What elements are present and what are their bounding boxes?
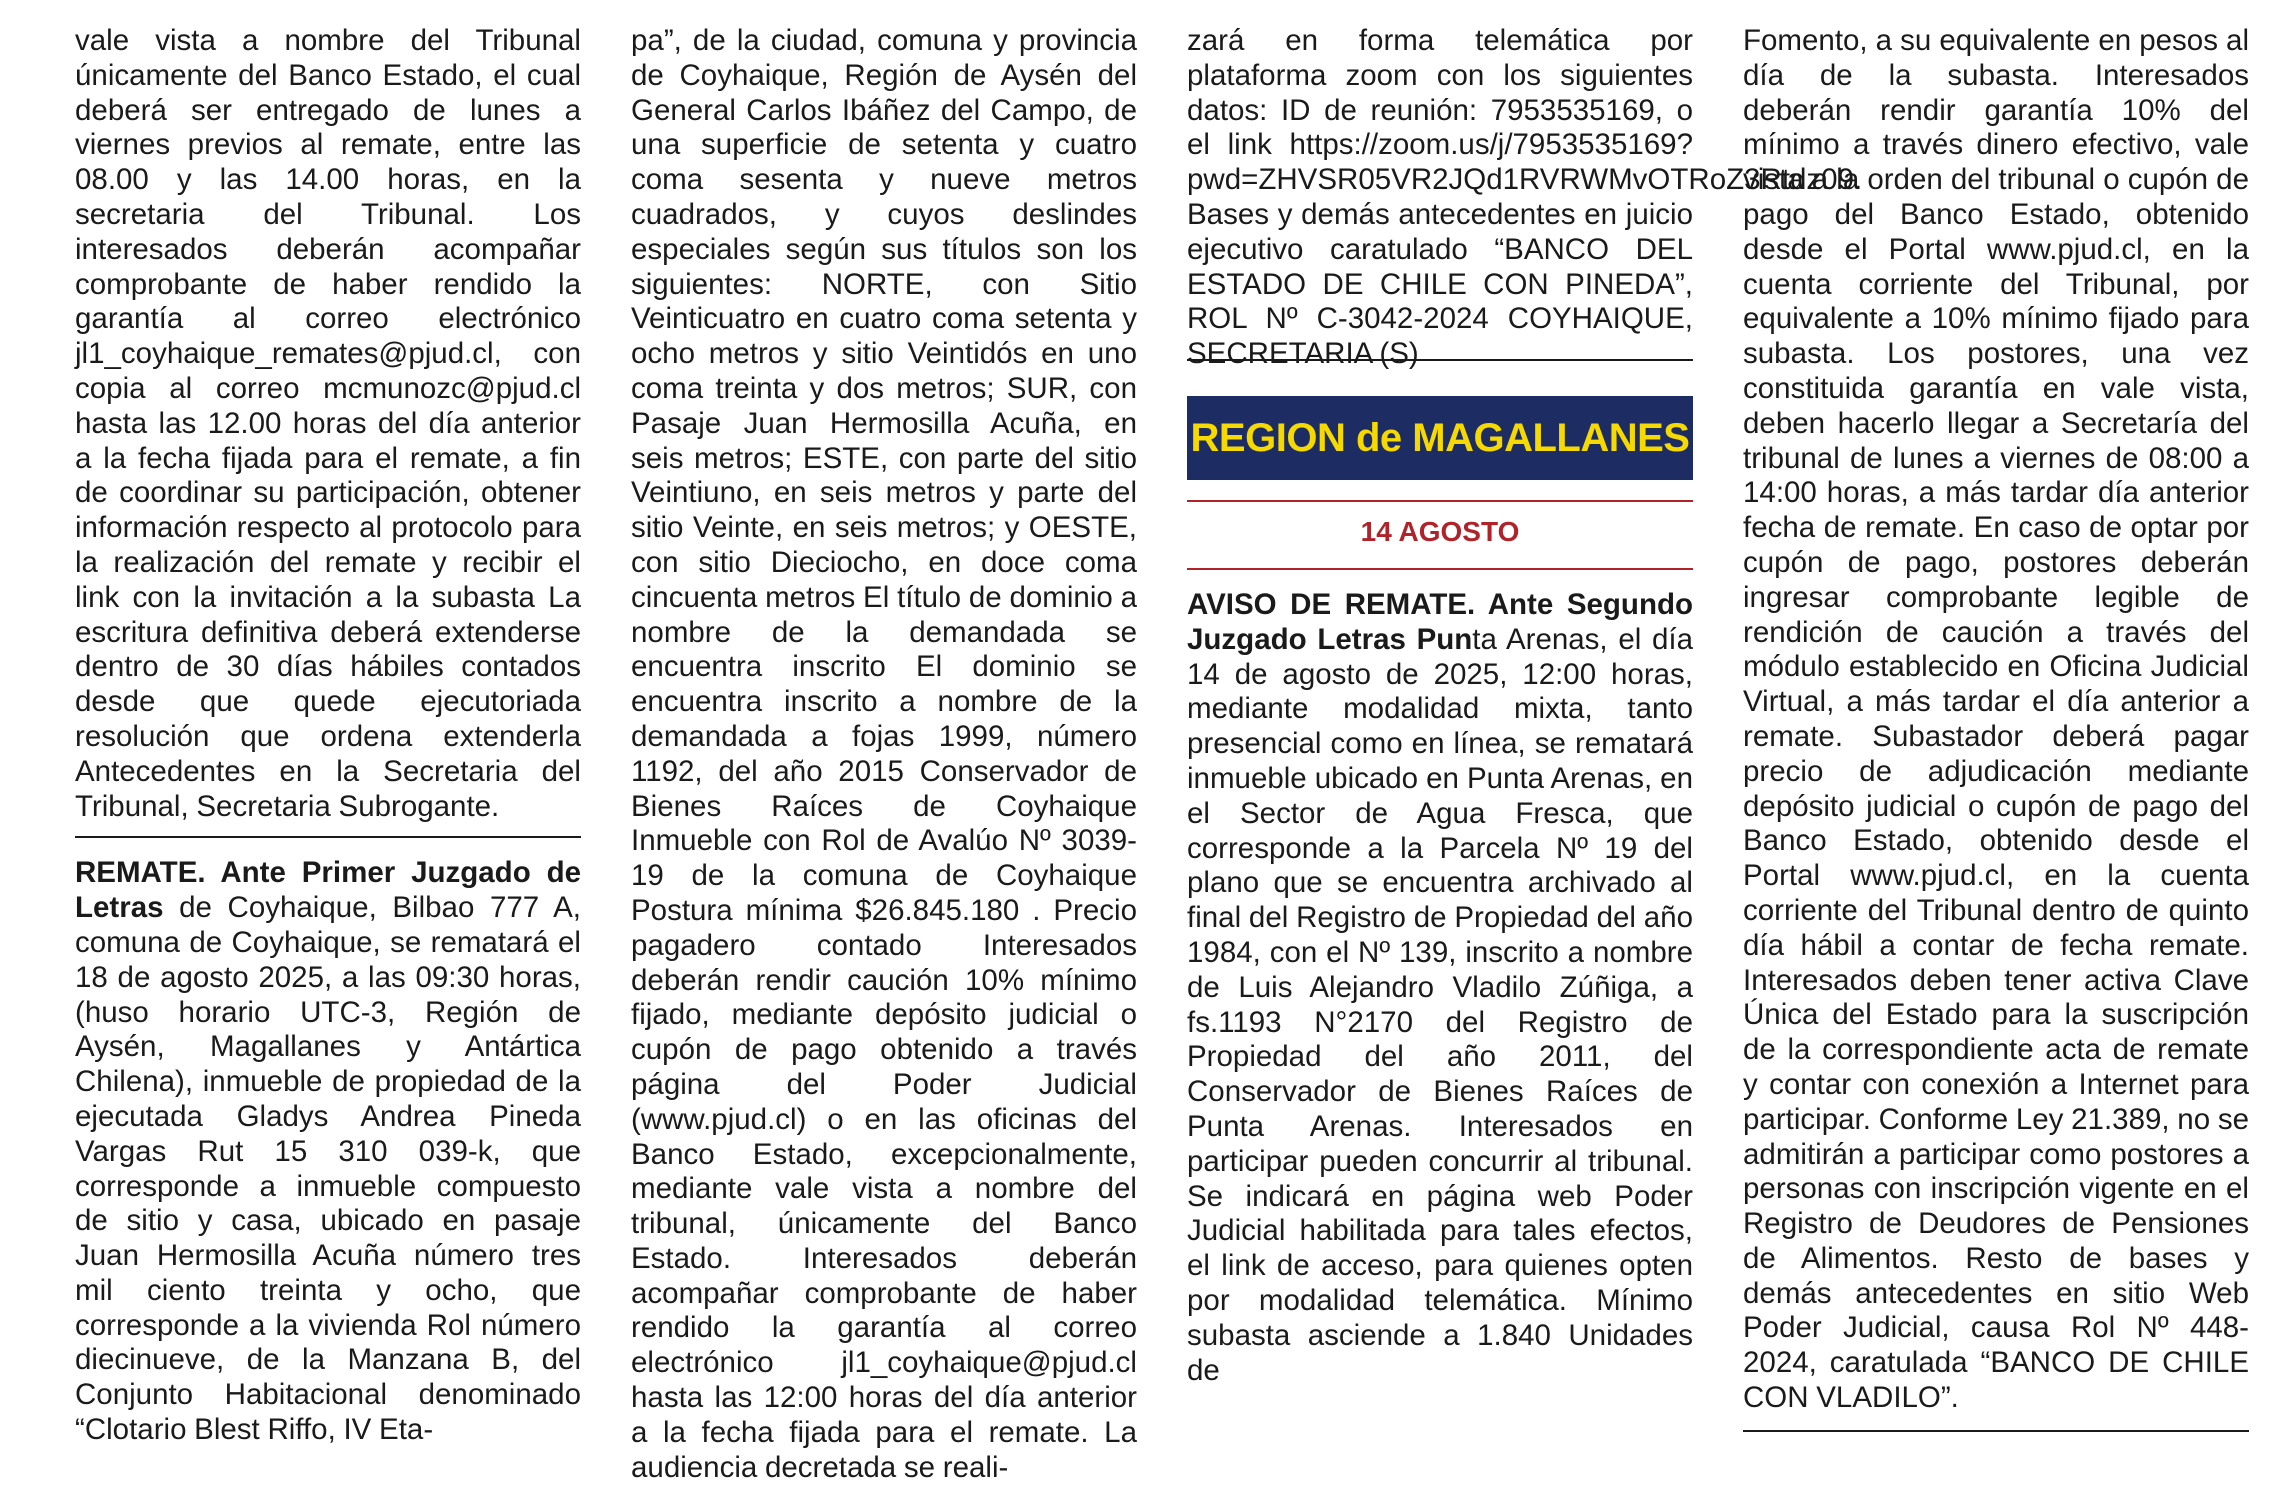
notice-continuation-text: zará en forma telemática por plataforma zoom con los siguientes datos: ID de reunión: 7953535169, o el link https://zoom.us/j/7953535169?pwd=ZHVSR05VR2JQd1RVRWMvOTRoZ3Rtdz09. Bases y demás antecedentes en juicio ejecutivo caratulado “BANCO DEL ESTADO DE CHILE CON PINEDA”, ROL Nº C-3042-2024 COYHAIQUE, SECRETARIA (S) [1187,24,1863,371]
section-date: 14 AGOSTO [1360,516,1520,547]
notice-body: de Coyhaique, Bilbao 777 A, comuna de Coyhaique, se rematará el 18 de agosto 2025, a las 09:30 horas, (huso horario UTC-3, Región de Aysén, Magallanes y Antártica Chilena), inmueble de propiedad de la ejecutada Gladys Andrea Pineda Vargas Rut 15 310 039-k, que corresponde a inmueble compuesto de sitio y casa, ubicado en pasaje Juan Hermosilla Acuña número tres mil ciento treinta y ocho, que corresponde a la vivienda Rol número diecinueve, de la Manzana B, del Conjunto Habitacional denominado “Clotario Blest Riffo, IV Eta- [75,891,581,1447]
region-banner [1187,396,1693,480]
notice-separator [1187,359,1693,361]
notice-aviso-remate-punta-arenas [1187,588,1693,1388]
notice-continuation-text: vale vista a nombre del Tribunal únicamente del Banco Estado, el cual deberá ser entregado de lunes a viernes previos al remate, entre las 08.00 y las 14.00 horas, en la secretaria del Tribunal. Los interesados deberán acompañar comprobante de haber rendido la garantía al correo electrónico jl1_coyhaique_remates@pjud.cl, con copia al correo mcmunozc@pjud.cl hasta las 12.00 horas del día anterior a la fecha fijada para el remate, a fin de coordinar su participación, obtener información respecto al protocolo para la realización del remate y recibir el link con la invitación a la subasta La escritura definitiva deberá extenderse dentro de 30 días hábiles contados desde que quede ejecutoriada resolución que ordena extenderla Antecedentes en la Secretaria del Tribunal, Secretaria Subrogante. [75,24,581,823]
notice-continuation-text: Fomento, a su equivalente en pesos al día de la subasta. Interesados deberán rendir garantía 10% del mínimo a través dinero efectivo, vale vista a la orden del tribunal o cupón de pago del Banco Estado, obtenido desde el Portal www.pjud.cl, en la cuenta corriente del Tribunal, por equivalente a 10% mínimo fijado para subasta. Los postores, una vez constituida garantía en vale vista, deben hacerlo llegar a Secretaría del tribunal de lunes a viernes de 08:00 a 14:00 horas, a más tardar día anterior fecha de remate. En caso de optar por cupón de pago, postores deberán ingresar comprobante legible de rendición de caución a través del módulo establecido en Oficina Judicial Virtual, a más tardar el día anterior a remate. Subastador deberá pagar precio de adjudicación mediante depósito judicial o cupón de pago del Banco Estado, obtenido desde el Portal www.pjud.cl, en la cuenta corriente del Tribunal dentro de quinto día hábil a contar de fecha remate. Interesados deben tener activa Clave Única del Estado para la suscripción de la correspondiente acta de remate y contar con conexión a Internet para participar. Conforme Ley 21.389, no se admitirán a participar como postores a personas con inscripción vigente en el Registro de Deudores de Pensiones de Alimentos. Resto de bases y demás antecedentes en sitio Web Poder Judicial, causa Rol Nº 448-2024, caratulada “BANCO DE CHILE CON VLADILO”. [1743,24,2249,1415]
column-1 [75,24,581,1448]
column-3 [1187,24,1863,372]
column-4 [1743,24,2249,1450]
column-3-lower [1187,588,1693,1388]
date-rule-bottom [1187,568,1693,570]
date-rule-top [1187,500,1693,502]
notice-body: ta Arenas, el día 14 de agosto de 2025, 12:00 horas, mediante modalidad mixta, tanto presencial como en línea, se rematará inmueble ubicado en Punta Arenas, en el Sector de Agua Fresca, que corresponde a la Parcela Nº 19 del plano que se encuentra archivado al final del Registro de Propiedad del año 1984, con el Nº 139, inscrito a nombre de Luis Alejandro Vladilo Zúñiga, a fs.1193 N°2170 del Registro de Propiedad del año 2011, del Conservador de Bienes Raíces de Punta Arenas. Interesados en participar pueden concurrir al tribunal. Se indicará en página web Poder Judicial habilitada para tales efectos, el link de acceso, para quienes opten por modalidad telemática. Mínimo subasta asciende a 1.840 Unidades de [1187,622,1693,1387]
notice-separator [75,836,581,838]
column-2 [631,24,1137,1485]
notice-heading: AVISO DE REMATE. Ante Segundo Juzgado Letras Pun [1187,588,1693,656]
notice-remate-coyhaique [75,856,581,1448]
notice-end-rule [1743,1430,2249,1432]
region-banner-title: REGION de MAGALLANES [1190,415,1690,460]
notice-heading: REMATE. Ante Primer Juzgado de Letras [75,856,581,925]
notice-continuation-text: pa”, de la ciudad, comuna y provincia de Coyhaique, Región de Aysén del General Carlos Ibáñez del Campo, de una superficie de setenta y cuatro coma sesenta y nueve metros cuadrados, y cuyos deslindes especiales según sus títulos son los siguientes: NORTE, con Sitio Veinticuatro en cuatro coma setenta y ocho metros y sitio Veintidós en uno coma treinta y dos metros; SUR, con Pasaje Juan Hermosilla Acuña, en seis metros; ESTE, con parte del sitio Veintiuno, en seis metros y parte del sitio Veinte, en seis metros; y OESTE, con sitio Dieciocho, en doce coma cincuenta metros El título de dominio a nombre de la demandada se encuentra inscrito El dominio se encuentra inscrito a nombre de la demandada a fojas 1999, número 1192, del año 2015 Conservador de Bienes Raíces de Coyhaique Inmueble con Rol de Avalúo Nº 3039-19 de la comuna de Coyhaique Postura mínima $26.845.180 . Precio pagadero contado Interesados deberán rendir caución 10% mínimo fijado, mediante depósito judicial o cupón de pago obtenido a través página del Poder Judicial (www.pjud.cl) o en las oficinas del Banco Estado, excepcionalmente, mediante vale vista a nombre del tribunal, únicamente del Banco Estado. Interesados deberán acompañar comprobante de haber rendido la garantía al correo electrónico jl1_coyhaique@pjud.cl hasta las 12:00 horas del día anterior a la fecha fijada para el remate. La audiencia decretada se reali- [631,24,1137,1484]
